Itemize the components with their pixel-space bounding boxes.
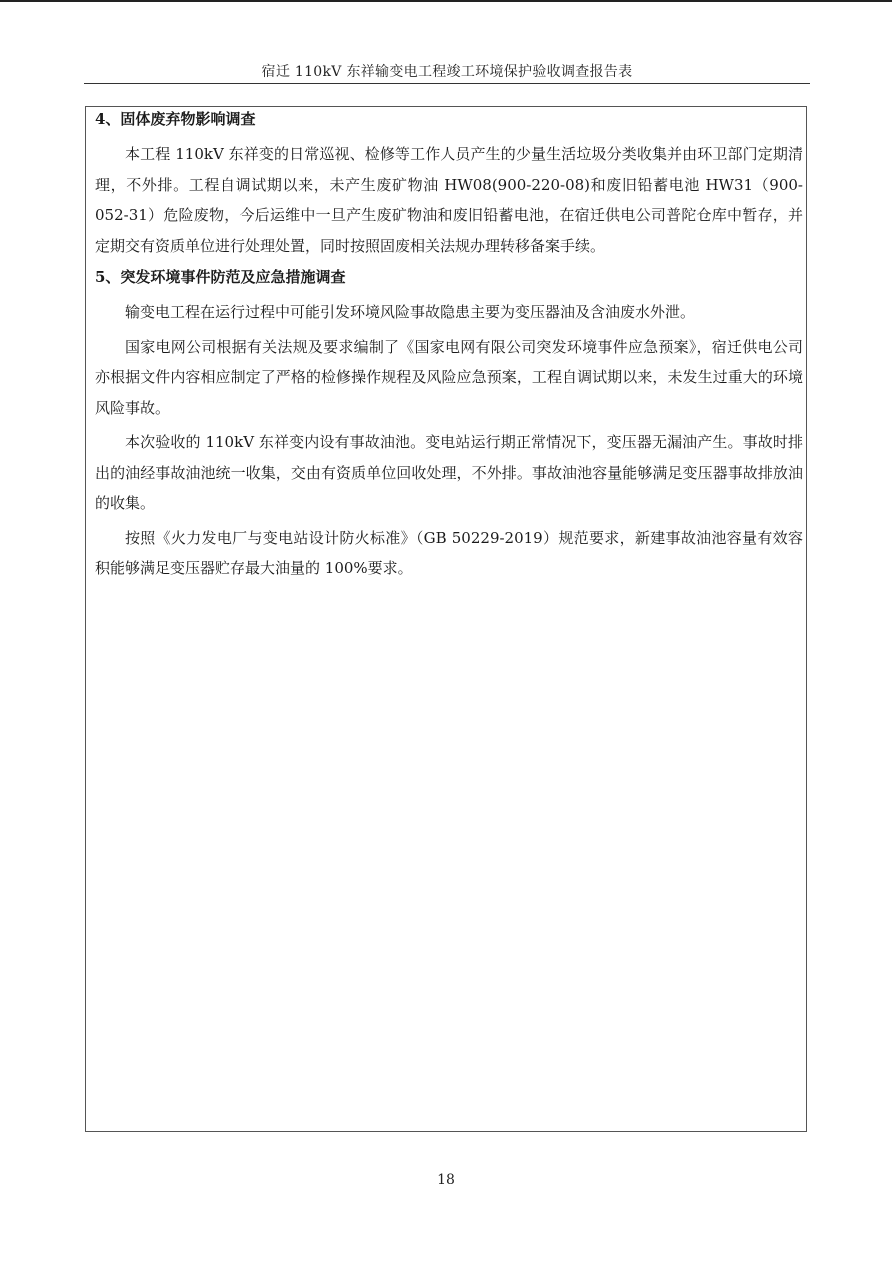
page-header-title: 宿迁 110kV 东祥输变电工程竣工环境保护验收调查报告表: [261, 64, 633, 80]
section-solid-waste: [95, 108, 803, 261]
section-paragraph: 输变电工程在运行过程中可能引发环境风险事故隐患主要为变压器油及含油废水外泄。: [125, 303, 696, 321]
header-divider: [84, 83, 810, 84]
section-paragraph: 按照《火力发电厂与变电站设计防火标准》（GB 50229-2019）规范要求，新建事故油池容量有效容积能够满足变压器贮存最大油量的 100%要求。: [95, 528, 803, 577]
section-paragraph: 本工程 110kV 东祥变的日常巡视、检修等工作人员产生的少量生活垃圾分类收集并由环卫部门定期清理，不外排。工程自调试期以来，未产生废矿物油 HW08(900-220-08)和废旧铅蓄电池 HW31（900-052-31）危险废物，今后运维中一旦产生废矿物油和废旧铅蓄电池，在宿迁供电公司普陀仓库中暂存，并定期交有资质单位进行处理处置，同时按照固废相关法规办理转移备案手续。: [95, 145, 803, 255]
top-border-line: [0, 0, 892, 2]
section-heading: 5、突发环境事件防范及应急措施调查: [95, 268, 346, 286]
section-emergency-response: [95, 266, 803, 584]
report-content: [95, 106, 803, 584]
section-paragraph: 本次验收的 110kV 东祥变内设有事故油池。变电站运行期正常情况下，变压器无漏油产生。事故时排出的油经事故油池统一收集，交由有资质单位回收处理，不外排。事故油池容量能够满足变压器事故排放油的收集。: [95, 433, 803, 512]
section-paragraph: 国家电网公司根据有关法规及要求编制了《国家电网有限公司突发环境事件应急预案》，宿迁供电公司亦根据文件内容相应制定了严格的检修操作规程及风险应急预案，工程自调试期以来，未发生过重大的环境风险事故。: [95, 337, 803, 417]
page-number: 18: [437, 1172, 455, 1188]
section-heading: 4、固体废弃物影响调查: [95, 110, 256, 128]
